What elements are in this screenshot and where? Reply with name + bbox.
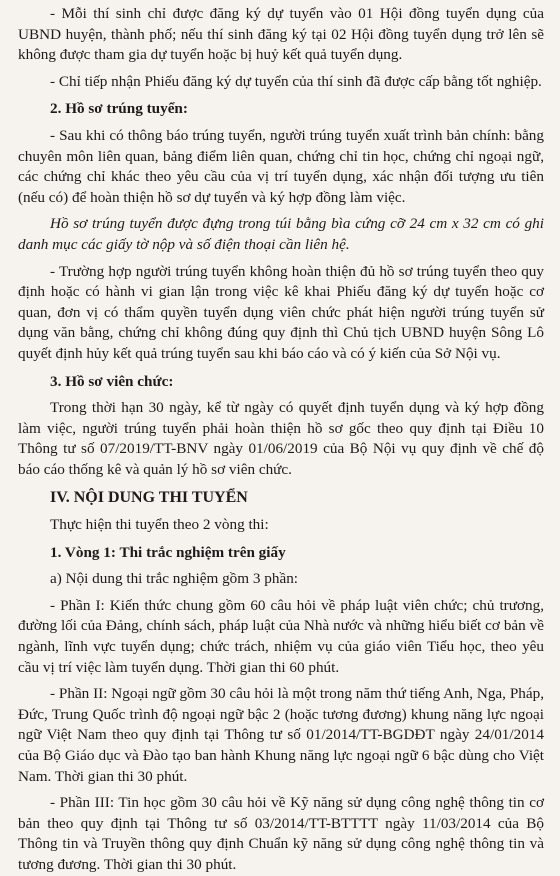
paragraph-present-originals: - Sau khi có thông báo trúng tuyển, người trúng tuyển xuất trình bản chính: bằng chuyên môn liên quan, bảng điểm liên quan, chứng chỉ tin học, chứng chỉ ngoại ngữ, các chứng chỉ khác theo yêu cầu của vị trí tuyển dụng, xác nhận đối tượng ưu tiên (nếu có) để hoàn thiện hồ sơ dự tuyển và ký hợp đồng làm việc.: [18, 126, 544, 206]
paragraph-dossier-envelope: Hồ sơ trúng tuyển được đựng trong túi bằng bìa cứng cỡ 24 cm x 32 cm có ghi danh mục các giấy tờ nộp và số điện thoại cần liên hệ.: [18, 215, 544, 253]
paragraph-complete-dossier: Trong thời hạn 30 ngày, kể từ ngày có quyết định tuyển dụng và ký hợp đồng làm việc, người trúng tuyển phải hoàn thiện hồ sơ gốc theo quy định tại Điều 10 Thông tư số 07/2019/TT-BNV ngày 01/06/2019 của Bộ Nội vụ quy định về chế độ báo cáo thống kê và quản lý hồ sơ viên chức.: [18, 399, 544, 478]
paragraph-three-parts: a) Nội dung thi trắc nghiệm gồm 3 phần:: [50, 570, 299, 588]
paragraph-registration-rule: - Mỗi thí sinh chỉ được đăng ký dự tuyển vào 01 Hội đồng tuyển dụng của UBND huyện, thành phố; nếu thí sinh đăng ký tại 02 Hội đồng tuyển dụng trở lên sẽ không được tham gia dự tuyển hoặc bị huỷ kết quả tuyển dụng.: [18, 5, 544, 64]
heading-winning-dossier: 2. Hồ sơ trúng tuyển:: [50, 100, 188, 118]
paragraph-part-three: - Phần III: Tin học gồm 30 câu hỏi về Kỹ năng sử dụng công nghệ thông tin cơ bản theo quy định tại Thông tư số 03/2014/TT-BTTTT ngày 11/03/2014 của Bộ Thông tin và Truyền thông quy định Chuẩn kỹ năng sử dụng công nghệ thông tin và tương đương. Thời gian thi 30 phút.: [18, 794, 544, 873]
paragraph-diploma-rule: - Chỉ tiếp nhận Phiếu đăng ký dự tuyển của thí sinh đã được cấp bằng tốt nghiệp.: [50, 72, 542, 90]
heading-round-one: 1. Vòng 1: Thi trắc nghiệm trên giấy: [50, 543, 286, 561]
heading-employee-dossier: 3. Hồ sơ viên chức:: [50, 372, 174, 390]
paragraph-cancel-result: - Trường hợp người trúng tuyển không hoàn thiện đủ hồ sơ trúng tuyển theo quy định hoặc có hành vi gian lận trong việc kê khai Phiếu đăng ký dự tuyển hoặc cơ quan, đơn vị có thẩm quyền tuyển dụng viên chức phát hiện người trúng tuyển sử dụng văn bằng, chứng chỉ không đúng quy định thì Chủ tịch UBND huyện Sông Lô quyết định hủy kết quả trúng tuyển sau khi báo cáo và có ý kiến của Sở Nội vụ.: [18, 262, 544, 362]
paragraph-two-rounds: Thực hiện thi tuyển theo 2 vòng thi:: [50, 516, 269, 534]
paragraph-part-one: - Phần I: Kiến thức chung gồm 60 câu hỏi về pháp luật viên chức; chủ trương, đường lối của Đảng, chính sách, pháp luật của Nhà nước và những hiểu biết cơ bản về ngành, lĩnh vực tuyển dụng; chức trách, nhiệm vụ của giáo viên Tiểu học, theo yêu cầu vị trí việc làm tuyển dụng. Thời gian thi 60 phút.: [18, 596, 544, 676]
paragraph-part-two: - Phần II: Ngoại ngữ gồm 30 câu hỏi là một trong năm thứ tiếng Anh, Nga, Pháp, Đức, Trung Quốc trình độ ngoại ngữ bậc 2 (hoặc tương đương) khung năng lực ngoại ngữ Việt Nam theo quy định tại Thông tư số 01/2014/TT-BGDĐT ngày 24/01/2014 của Bộ Giáo dục và Đào tạo ban hành Khung năng lực ngoại ngữ 6 bậc dùng cho Việt Nam. Thời gian thi 30 phút.: [18, 685, 544, 785]
section-exam-content: IV. NỘI DUNG THI TUYỂN: [50, 489, 248, 507]
